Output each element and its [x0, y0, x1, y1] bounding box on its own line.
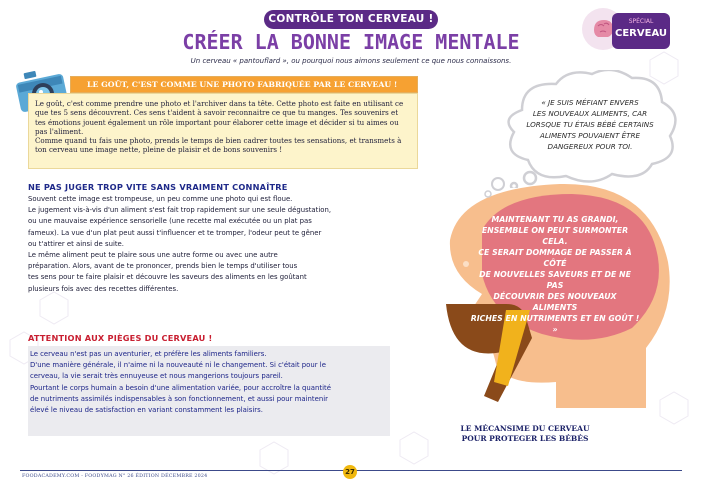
cloud-line: LORSQUE TU ÉTAIS BÉBÉ CERTAINS	[526, 120, 654, 129]
page-title: CRÉER LA BONNE IMAGE MENTALE	[182, 30, 520, 54]
head-line: MAINTENANT TU AS GRANDI,	[491, 215, 619, 224]
cloud-line: DANGEREUX POUR TOI.	[547, 142, 633, 151]
caption-line: LE MÉCANSIME DU CERVEAU	[460, 424, 590, 433]
head-caption	[425, 424, 625, 444]
body-line: tes sens pour te faire plaisir et découvre les saveurs des aliments en les goûtant	[28, 273, 307, 282]
section-body-judge	[28, 194, 380, 295]
intro-box	[28, 93, 418, 169]
body-line: Pourtant le corps humain a besoin d'une alimentation variée, pour accroître la quantité	[30, 383, 331, 392]
cloud-speech-text	[516, 97, 664, 152]
page-subtitle: Un cerveau « pantouflard », ou pourquoi nous aimons seulement ce que nous connaissons.	[190, 57, 512, 65]
section-heading-judge: NE PAS JUGER TROP VITE SANS VRAIMENT CONNAÎTRE	[28, 182, 288, 192]
head-speech-text	[470, 214, 640, 335]
body-line: Le même aliment peut te plaire sous une autre forme ou avec une autre	[28, 251, 278, 260]
head-line: ENSEMBLE ON PEUT SURMONTER CELA.	[481, 226, 629, 246]
body-line: ou une mauvaise expérience sensorielle (une recette mal exécutée ou un plat pas	[28, 217, 312, 226]
page-number: 27	[343, 465, 357, 479]
head-line: RICHES EN NUTRIMENTS ET EN GOÛT ! »	[470, 314, 640, 334]
badge-small-label: SPÉCIAL	[628, 18, 654, 25]
intro-banner: LE GOÛT, C'EST COMME UNE PHOTO FABRIQUÉE PAR LE CERVEAU !	[70, 76, 418, 93]
body-line: D'une manière générale, il n'aime ni la nouveauté ni le changement. Si c'était pour le	[30, 361, 326, 370]
badge-big-label: CERVEAU	[615, 28, 667, 39]
body-line: Le cerveau n'est pas un aventurier, et préfère les aliments familiers.	[30, 350, 267, 358]
body-line: Le jugement vis-à-vis d'un aliment s'est fait trop rapidement sur une seule dégustation,	[28, 206, 332, 215]
special-badge	[612, 13, 670, 49]
head-line: DE NOUVELLES SAVEURS ET DE NE PAS	[479, 270, 631, 290]
footer-credits: FOODACADEMY.COM - FOODYMAG N° 26 ÉDITION DÉCEMBRE 2024	[22, 474, 208, 479]
cloud-line: « JE SUIS MÉFIANT ENVERS	[541, 98, 639, 107]
body-line: fameux). La vue d'un plat peut aussi t'influencer et te tromper, l'odeur peut te gêner	[28, 228, 322, 237]
body-line: de nutriments assimilés indispensables à son fonctionnement, et aussi pour maintenir	[30, 394, 328, 403]
body-line: plusieurs fois avec des recettes différentes.	[28, 284, 179, 293]
kicker-label: CONTRÔLE TON CERVEAU !	[264, 10, 438, 29]
head-line: DÉCOUVRIR DES NOUVEAUX ALIMENTS	[493, 292, 617, 312]
body-line: préparation. Alors, avant de te prononcer, prends bien le temps d'utiliser tous	[28, 262, 298, 271]
cloud-line: ALIMENTS POUVAIENT ÊTRE	[539, 131, 641, 140]
intro-paragraph: Le goût, c'est comme prendre une photo et l'archiver dans ta tête. Cette photo est faite en utilisant ce que tes 5 sens découvrent. Ces sens t'aident à savoir reconnaitre ce que tu manges. Tes souvenirs et tes émotions jouent également un rôle important pour élaborer cette image et décider si tu aimes ou pas l'aliment.	[35, 99, 404, 136]
body-line: cerveau, la vie serait très ennuyeuse et nous mangerions toujours pareil.	[30, 372, 283, 381]
body-line: élevé le niveau de satisfaction en variant constamment les plaisirs.	[30, 406, 263, 415]
caption-line: POUR PROTEGER LES BÉBÉS	[461, 434, 589, 443]
body-line: Souvent cette image est trompeuse, un peu comme une photo qui est floue.	[28, 195, 293, 203]
head-line: CE SERAIT DOMMAGE DE PASSER À CÔTÉ	[478, 248, 632, 268]
cloud-line: LES NOUVEAUX ALIMENTS, CAR	[532, 109, 648, 118]
intro-paragraph: Comme quand tu fais une photo, prends le temps de bien cadrer toutes tes sensations, et transmets à ton cerveau une image nette, pleine de plaisir et de bons souvenirs !	[35, 136, 402, 155]
section-body-traps	[28, 346, 390, 436]
body-line: ou t'attirer et ainsi de suite.	[28, 239, 124, 248]
section-heading-traps: ATTENTION AUX PIÈGES DU CERVEAU !	[28, 333, 213, 343]
cloud-bubbles-icon	[480, 176, 510, 198]
